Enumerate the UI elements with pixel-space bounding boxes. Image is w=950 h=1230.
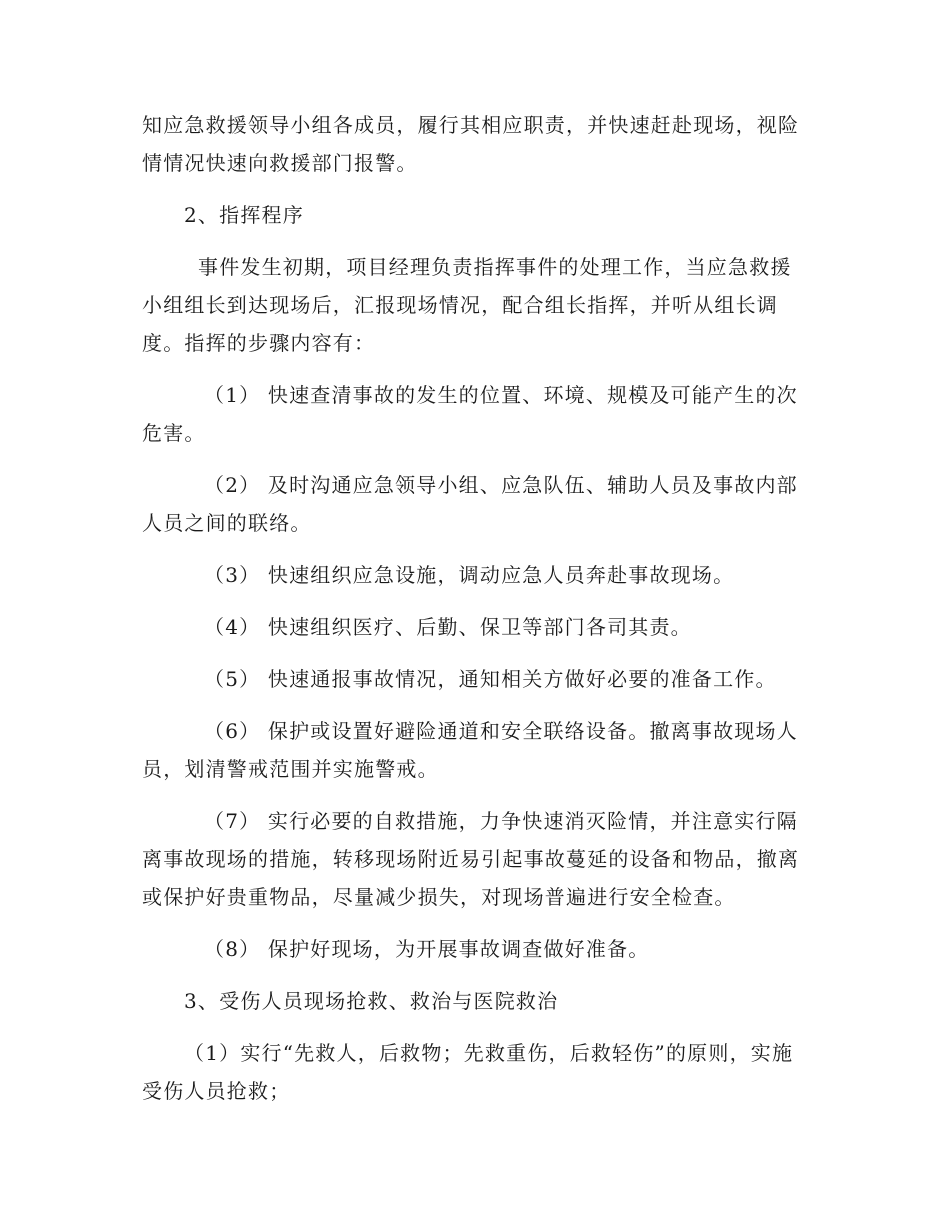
list-item-4: （4） 快速组织医疗、后勤、保卫等部门各司其责。 bbox=[204, 615, 692, 639]
list-item-2: （2） 及时沟通应急领导小组、应急队伍、辅助人员及事故内部人员之间的联络。 bbox=[142, 473, 798, 535]
paragraph-continuation: 知应急救援领导小组各成员，履行其相应职责，并快速赶赴现场，视险情情况快速向救援部门报警。 bbox=[142, 113, 800, 175]
rescue-item-1: （1）实行“先救人，后救物；先救重伤，后救轻伤”的原则，实施受伤人员抢救； bbox=[142, 1041, 794, 1103]
paragraph-command-intro: 事件发生初期，项目经理负责指挥事件的处理工作，当应急救援小组组长到达现场后，汇报现场情况，配合组长指挥，并听从组长调度。指挥的步骤内容有： bbox=[142, 255, 792, 355]
section-heading-injured-rescue: 3、受伤人员现场抢救、救治与医院救治 bbox=[184, 989, 559, 1013]
section-heading-command-procedure: 2、指挥程序 bbox=[184, 203, 304, 227]
list-item-3: （3） 快速组织应急设施，调动应急人员奔赴事故现场。 bbox=[204, 563, 735, 587]
list-item-6: （6） 保护或设置好避险通道和安全联络设备。撤离事故现场人员，划清警戒范围并实施警戒。 bbox=[142, 719, 798, 781]
list-item-1: （1） 快速查清事故的发生的位置、环境、规模及可能产生的次危害。 bbox=[142, 383, 798, 445]
list-item-7: （7） 实行必要的自救措施，力争快速消灭险情，并注意实行隔离事故现场的措施，转移现场附近易引起事故蔓延的设备和物品，撤离或保护好贵重物品，尽量减少损失，对现场普遍进行安全检查。 bbox=[142, 809, 800, 909]
list-item-5: （5） 快速通报事故情况，通知相关方做好必要的准备工作。 bbox=[204, 667, 777, 691]
list-item-8: （8） 保护好现场，为开展事故调查做好准备。 bbox=[204, 937, 650, 961]
